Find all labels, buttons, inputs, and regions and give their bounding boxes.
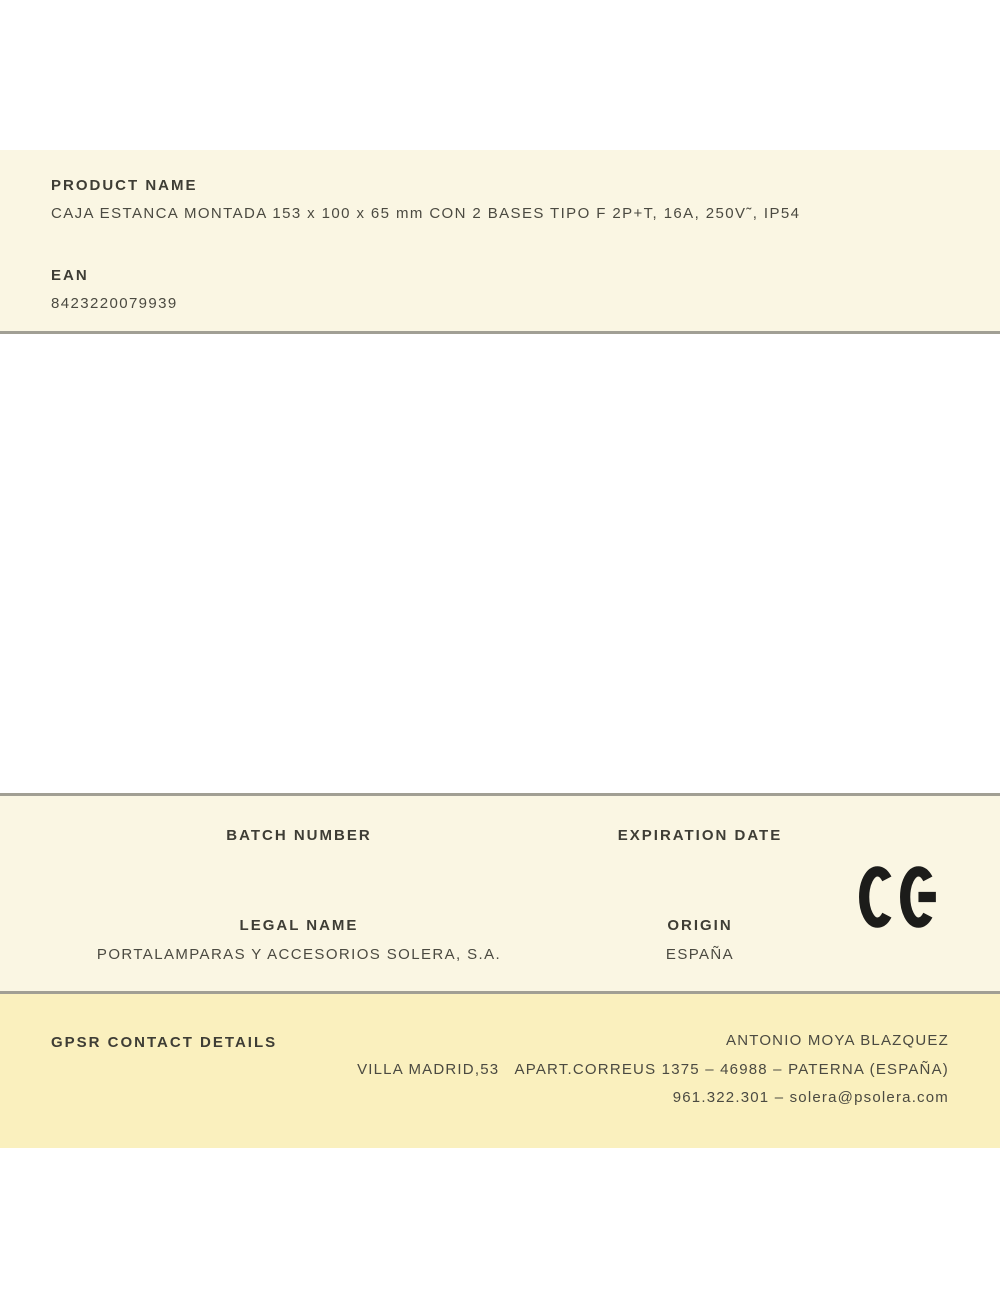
gpsr-contact-section: [0, 994, 1000, 1148]
gpsr-contact-phone-email: 961.322.301 – solera@psolera.com: [672, 1089, 949, 1107]
origin-field: [666, 916, 734, 965]
ean-value: 8423220079939: [51, 295, 178, 312]
ean-field: [51, 266, 949, 314]
gpsr-title: GPSR CONTACT DETAILS: [51, 1034, 278, 1051]
batch-number-field: [226, 826, 371, 846]
batch-number-label: BATCH NUMBER: [226, 827, 372, 844]
legal-name-value: PORTALAMPARAS Y ACCESORIOS SOLERA, S.A.: [96, 946, 502, 963]
certification-section: [0, 793, 1000, 994]
gpsr-contact-address: VILLA MADRID,53 APART.CORREUS 1375 – 46988 – PATERNA (ESPAÑA): [357, 1060, 949, 1078]
product-info-section: [0, 150, 1000, 334]
product-name-field: [51, 176, 949, 224]
gpsr-contact-block: [357, 1027, 949, 1113]
product-name-value: CAJA ESTANCA MONTADA 153 x 100 x 65 mm CON 2 BASES TIPO F 2P+T, 16A, 250V˜, IP54: [51, 205, 801, 222]
expiration-date-label: EXPIRATION DATE: [617, 827, 783, 844]
ean-label: EAN: [51, 267, 89, 284]
ce-mark-icon: [859, 866, 941, 928]
origin-value: ESPAÑA: [665, 946, 735, 963]
origin-label: ORIGIN: [667, 917, 733, 934]
product-name-label: PRODUCT NAME: [51, 177, 198, 194]
gpsr-contact-name: ANTONIO MOYA BLAZQUEZ: [725, 1032, 949, 1049]
legal-name-field: [97, 916, 501, 965]
expiration-date-field: [618, 826, 782, 846]
legal-name-label: LEGAL NAME: [239, 917, 359, 934]
